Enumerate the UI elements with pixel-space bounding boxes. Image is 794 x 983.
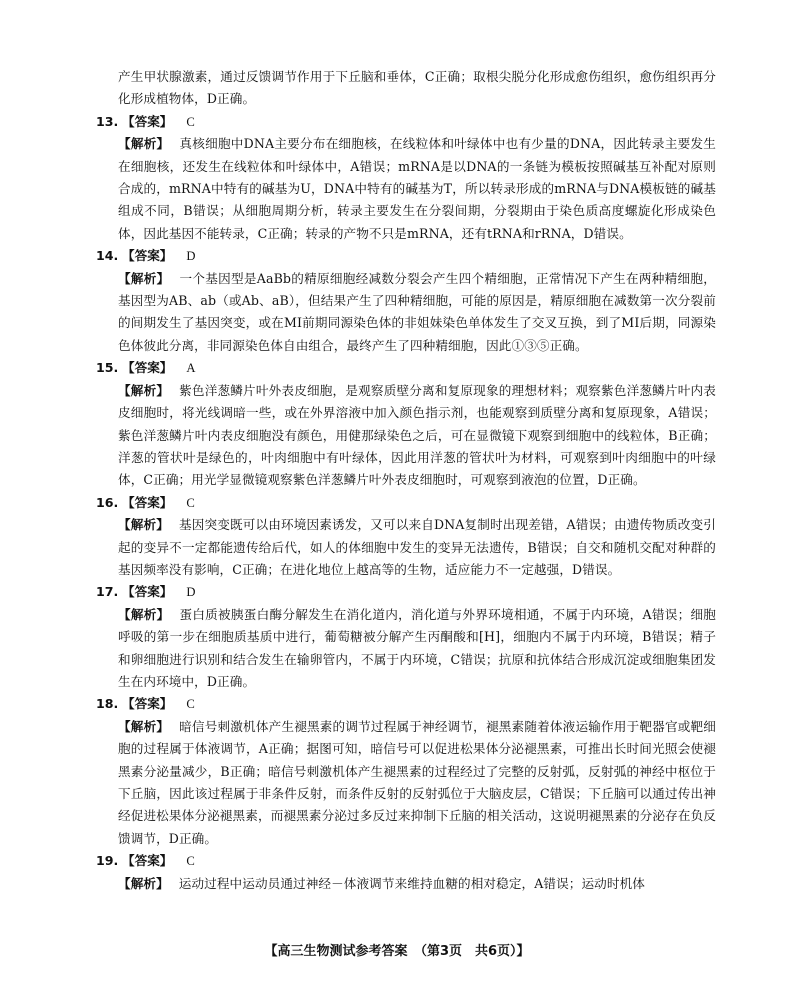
question-number: 17. [96,584,119,600]
explanation [96,873,716,895]
answer-value: D [186,249,196,264]
intro-paragraph: 产生甲状腺激素，通过反馈调节作用于下丘脑和垂体，C正确；取根尖脱分化形成愈伤组织，愈伤组织再分化形成植物体，D正确。 [118,69,716,107]
answer-value: C [186,495,195,510]
explain-label: 【解析】 [118,136,170,152]
question-number: 16. [96,494,119,510]
answer-content [96,66,716,895]
question-13 [96,111,716,245]
question-number: 15. [96,360,119,376]
explain-text: 运动过程中运动员通过神经－体液调节来维持血糖的相对稳定，A错误；运动时机体 [178,875,645,891]
page-footer: 【高三生物测试参考答案 （第3页 共6页）】 [264,944,530,959]
explain-label: 【解析】 [118,875,169,891]
question-number: 13. [96,113,119,129]
answer-value: D [186,585,196,600]
answer-label: 【答案】 [122,696,173,712]
answer-label: 【答案】 [122,584,173,600]
explanation [96,716,716,850]
question-17 [96,581,716,693]
explain-text: 紫色洋葱鳞片叶外表皮细胞，是观察质壁分离和复原现象的理想材料；观察紫色洋葱鳞片叶内表皮细胞时，将光线调暗一些，或在外界溶液中加入颜色指示剂，也能观察到质壁分离和复原现象，A错误；紫色洋葱鳞片叶内表皮细胞没有颜色，用健那绿染色之后，可在显微镜下观察到细胞中的线粒体，B正确；洋葱的管状叶是绿色的，叶肉细胞中有叶绿体，因此用洋葱的管状叶为材料，可观察到叶肉细胞中的叶绿体，C正确；用光学显微镜观察紫色洋葱鳞片叶外表皮细胞时，可观察到液泡的位置，D正确。 [118,382,716,488]
answer-label: 【答案】 [122,248,173,264]
explanation [96,133,716,245]
explain-text: 真核细胞中DNA主要分布在细胞核，在线粒体和叶绿体中也有少量的DNA，因此转录主要发生在细胞核，还发生在线粒体和叶绿体中，A错误；mRNA是以DNA的一条链为模板按照碱基互补配对原则合成的，mRNA中特有的碱基为U，DNA中特有的碱基为T，所以转录形成的mRNA与DNA模板链的碱基组成不同，B错误；从细胞周期分析，转录主要发生在分裂间期，分裂期由于染色质高度螺旋化形成染色体，因此基因不能转录，C正确；转录的产物不只是mRNA，还有tRNA和rRNA，D错误。 [118,136,716,241]
question-16 [96,492,716,582]
explain-label: 【解析】 [118,718,170,734]
answer-label: 【答案】 [122,494,173,510]
explain-label: 【解析】 [118,382,170,398]
question-19 [96,850,716,895]
question-15 [96,357,716,491]
answer-value: C [186,697,195,712]
explanation [96,514,716,581]
question-14 [96,245,716,357]
explain-text: 一个基因型是AaBb的精原细胞经减数分裂会产生四个精细胞，正常情况下产生在两种精细胞，基因型为AB、ab（或Ab、aB），但结果产生了四种精细胞，可能的原因是，精原细胞在减数第一次分裂前的间期发生了基因突变，或在MⅠ前期同源染色体的非姐妹染色单体发生了交叉互换，到了MⅠ后期，同源染色体彼此分离，非同源染色体自由组合，最终产生了四种精细胞，因此①③⑤正确。 [118,270,716,353]
answer-value: A [186,361,196,376]
answer-value: C [186,854,195,869]
explain-label: 【解析】 [118,606,170,622]
question-number: 14. [96,248,119,264]
answer-value: C [186,114,195,129]
explain-label: 【解析】 [118,517,169,533]
explain-text: 蛋白质被胰蛋白酶分解发生在消化道内，消化道与外界环境相通，不属于内环境，A错误；细胞呼吸的第一步在细胞质基质中进行，葡萄糖被分解产生丙酮酸和[H]，细胞内不属于内环境，B错误；精子和卵细胞进行识别和结合发生在输卵管内，不属于内环境，C错误；抗原和抗体结合形成沉淀或细胞集团发生在内环境中，D正确。 [118,606,716,689]
explain-label: 【解析】 [118,270,170,286]
explanation [96,604,716,694]
explanation [96,268,716,358]
question-number: 18. [96,696,119,712]
explain-text: 基因突变既可以由环境因素诱发，又可以来自DNA复制时出现差错，A错误；由遗传物质改变引起的变异不一定都能遗传给后代，如人的体细胞中发生的变异无法遗传，B错误；自交和随机交配对种群的基因频率没有影响，C正确；在进化地位上越高等的生物，适应能力不一定越强，D错误。 [118,517,716,577]
question-18 [96,693,716,850]
explanation [96,380,716,492]
answer-label: 【答案】 [122,113,173,129]
explain-text: 暗信号刺激机体产生褪黑素的调节过程属于神经调节，褪黑素随着体液运输作用于靶器官或靶细胞的过程属于体液调节，A正确；据图可知，暗信号可以促进松果体分泌褪黑素，可推出长时间光照会使褪黑素分泌量减少，B正确；暗信号刺激机体产生褪黑素的过程经过了完整的反射弧，反射弧的神经中枢位于下丘脑，因此该过程属于非条件反射，而条件反射的反射弧位于大脑皮层，C错误；下丘脑可以通过传出神经促进松果体分泌褪黑素，而褪黑素分泌过多反过来抑制下丘脑的相关活动，这说明褪黑素的分泌存在负反馈调节，D正确。 [118,718,716,846]
question-number: 19. [96,853,119,869]
answer-label: 【答案】 [122,853,173,869]
answer-label: 【答案】 [122,360,173,376]
